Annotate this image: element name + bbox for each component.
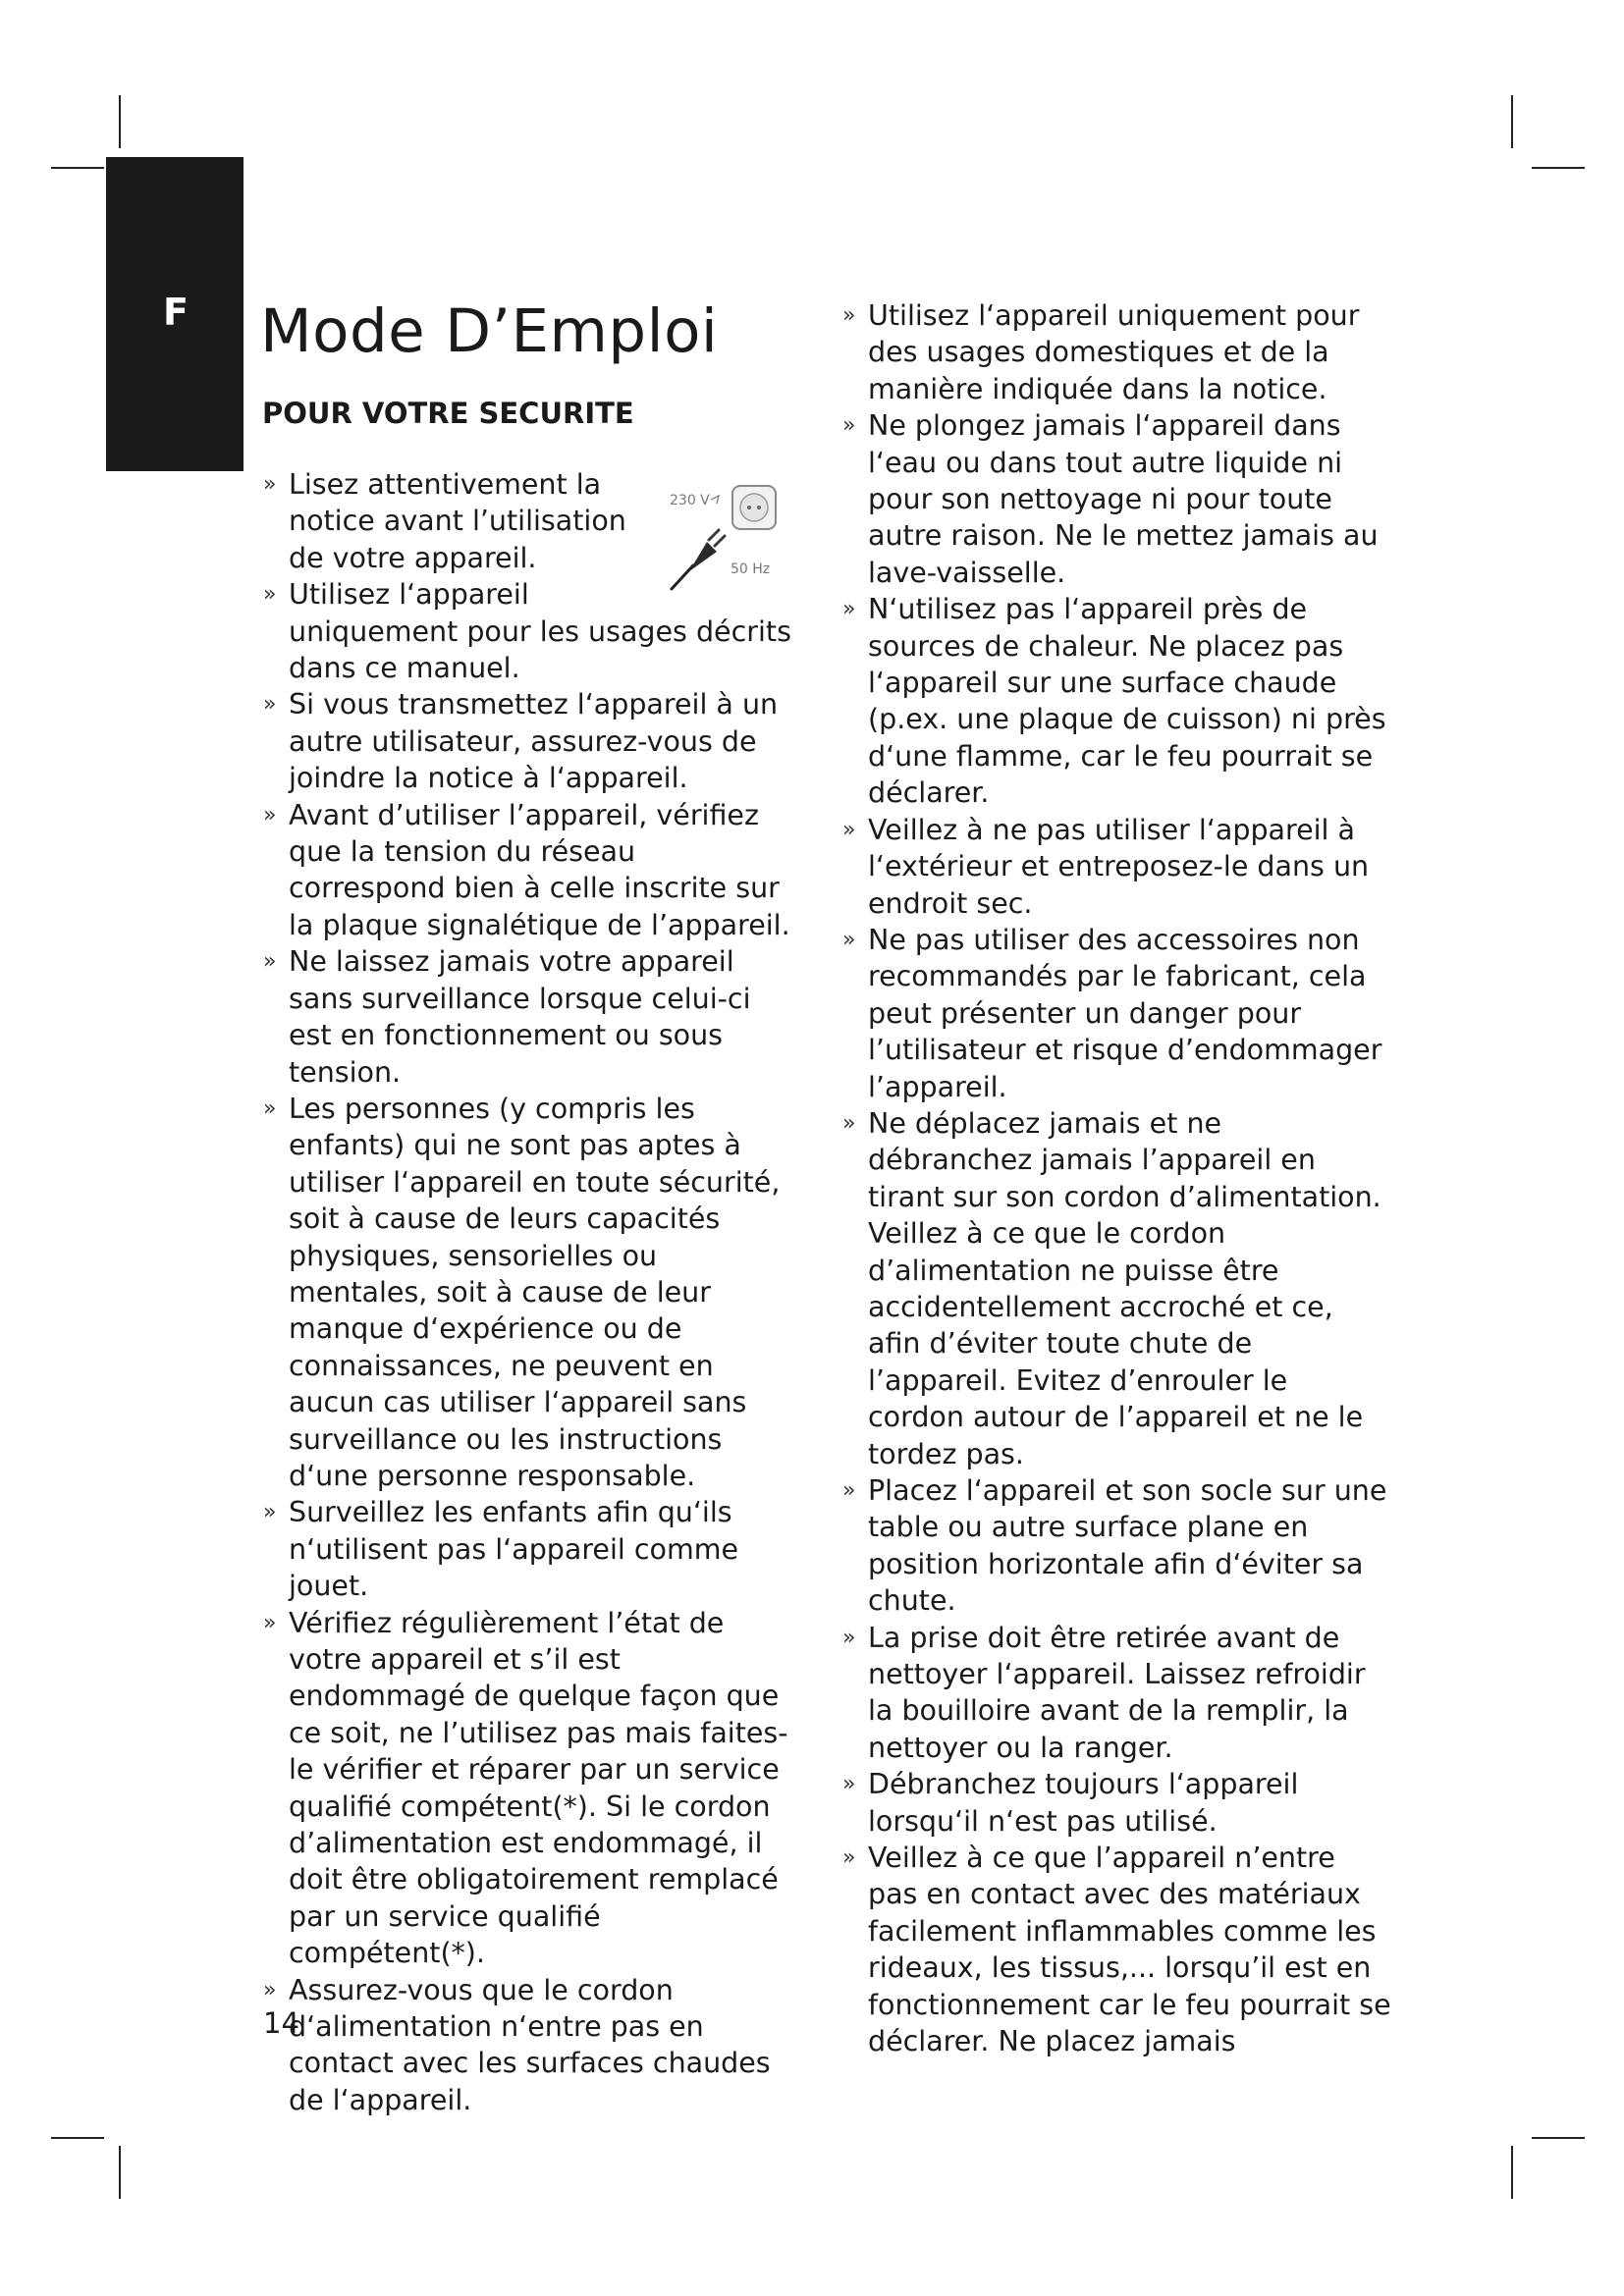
safety-item: [842, 922, 1392, 1105]
safety-item: [263, 1091, 793, 1494]
safety-item: [263, 1972, 793, 2119]
left-column: [263, 466, 793, 2118]
safety-item: [842, 812, 1392, 922]
bullet-marker: »: [842, 1845, 856, 1871]
section-heading: POUR VOTRE SECURITE: [262, 397, 634, 430]
item-text: Ne plongez jamais l‘appareil dans l‘eau ou dans tout autre liquide ni pour son nettoyage ni pour toute autre raison. Ne le mettez jamais au lave-vaisselle.: [868, 409, 1379, 589]
item-text: Ne pas utiliser des accessoires non recommandés par le fabricant, cela peut présenter un danger pour l’utilisateur et risque d’endommager l’appareil.: [868, 923, 1382, 1103]
bullet-marker: »: [263, 1610, 277, 1635]
safety-item: [263, 466, 793, 576]
bullet-marker: »: [263, 1095, 277, 1121]
item-text: Lisez attentivement la notice avant l’utilisation de votre appareil.: [289, 468, 626, 574]
crop-mark-bottom-right-horizontal: [1532, 2137, 1585, 2139]
safety-item: [842, 1766, 1392, 1840]
bullet-marker: »: [842, 597, 856, 622]
bullet-marker: »: [842, 303, 856, 328]
item-text: Ne déplacez jamais et ne débranchez jamais l’appareil en tirant sur son cordon d’alimentation. Veillez à ce que le cordon d’alimentation ne puisse être accidentellement accroché et ce, afin d’éviter toute chute de l’appareil. Evitez d’enrouler le cordon autour de l’appareil et ne le tordez pas.: [868, 1106, 1381, 1470]
item-text: Placez l‘appareil et son socle sur une table ou autre surface plane en position horizontale afin d‘éviter sa chute.: [868, 1474, 1387, 1618]
bullet-marker: »: [263, 472, 277, 497]
safety-item: [263, 576, 793, 686]
page-number: 14: [263, 2006, 299, 2040]
safety-item: [263, 1494, 793, 1604]
item-text: Assurez-vous que le cordon d‘alimentation n‘entre pas en contact avec les surfaces chaudes de l‘appareil.: [289, 1973, 771, 2116]
item-text: Vérifiez régulièrement l’état de votre appareil et s’il est endommagé de quelque façon que ce soit, ne l’utilisez pas mais faites-le vérifier et réparer par un service qualifié compétent(*). Si le cordon d’alimentation est endommagé, il doit être obligatoirement remplacé par un service qualifié compétent(*).: [289, 1606, 788, 1970]
bullet-marker: »: [263, 802, 277, 828]
item-text: Veillez à ce que l’appareil n’entre pas en contact avec des matériaux facilement inflammables comme les rideaux, les tissus,... lorsqu’il est en fonctionnement car le feu pourrait se déclarer. Ne placez jamais: [868, 1842, 1391, 2058]
item-text: Ne laissez jamais votre appareil sans surveillance lorsque celui-ci est en fonctionnement ou sous tension.: [289, 945, 751, 1089]
item-text: Utilisez l‘appareil uniquement pour les usages décrits dans ce manuel.: [289, 578, 791, 685]
bullet-marker: »: [263, 582, 277, 608]
item-text: La prise doit être retirée avant de nettoyer l‘appareil. Laissez refroidir la bouilloire avant de la remplir, la nettoyer ou la ranger.: [868, 1621, 1366, 1764]
bullet-marker: »: [842, 1478, 856, 1503]
bullet-marker: »: [263, 1500, 277, 1525]
page-title: Mode D’Emploi: [260, 296, 719, 366]
crop-mark-bottom-right-vertical: [1511, 2146, 1513, 2199]
safety-item: [263, 686, 793, 796]
voltage-label: 230 V: [670, 493, 710, 508]
bullet-marker: »: [842, 1772, 856, 1797]
crop-mark-top-right-horizontal: [1532, 167, 1585, 169]
item-text: Si vous transmettez l‘appareil à un autre utilisateur, assurez-vous de joindre la notice à l‘appareil.: [289, 688, 779, 795]
item-text: Débranchez toujours l‘appareil lorsqu‘il n‘est pas utilisé.: [868, 1768, 1299, 1838]
crop-mark-bottom-left-vertical: [119, 2146, 121, 2199]
item-text: Avant d’utiliser l’appareil, vérifiez que la tension du réseau correspond bien à celle inscrite sur la plaque signalétique de l’appareil.: [289, 798, 790, 941]
right-column: [842, 297, 1392, 2060]
safety-item: [263, 943, 793, 1091]
safety-item: [842, 1472, 1392, 1620]
crop-mark-top-right-vertical: [1511, 95, 1513, 148]
safety-item: [842, 1840, 1392, 2059]
item-text: N‘utilisez pas l‘appareil près de sources de chaleur. Ne placez pas l‘appareil sur une surface chaude (p.ex. une plaque de cuisson) ni près d‘une flamme, car le feu pourrait se déclarer.: [868, 593, 1386, 810]
item-text: Veillez à ne pas utiliser l‘appareil à l‘extérieur et entreposez-le dans un endroit sec.: [868, 813, 1370, 920]
safety-item: [842, 297, 1392, 407]
bullet-marker: »: [842, 1625, 856, 1650]
bullet-marker: »: [263, 692, 277, 718]
item-text: Surveillez les enfants afin qu‘ils n‘utilisent pas l‘appareil comme jouet.: [289, 1496, 739, 1603]
bullet-marker: »: [263, 1977, 277, 2002]
safety-item: [263, 1605, 793, 1972]
bullet-marker: »: [263, 949, 277, 975]
bullet-marker: »: [842, 927, 856, 952]
bullet-marker: »: [842, 817, 856, 842]
language-tab-letter: F: [163, 291, 189, 334]
safety-item: [263, 797, 793, 944]
item-text: Utilisez l‘appareil uniquement pour des usages domestiques et de la manière indiquée dans la notice.: [868, 299, 1360, 405]
safety-item: [842, 591, 1392, 811]
safety-item: [842, 1620, 1392, 1767]
safety-item: [842, 1105, 1392, 1472]
bullet-marker: »: [842, 1110, 856, 1136]
crop-mark-top-left-vertical: [119, 95, 121, 148]
safety-item: [842, 407, 1392, 591]
frequency-label: 50 Hz: [731, 561, 771, 577]
crop-mark-top-left-horizontal: [51, 167, 104, 169]
crop-mark-bottom-left-horizontal: [51, 2137, 104, 2139]
bullet-marker: »: [842, 413, 856, 439]
item-text: Les personnes (y compris les enfants) qui ne sont pas aptes à utiliser l‘appareil en toute sécurité, soit à cause de leurs capacités physiques, sensorielles ou mentales, soit à cause de leur manque d‘expérience ou de connaissances, ne peuvent en aucun cas utiliser l‘appareil sans surveillance ou les instructions d‘une personne responsable.: [289, 1092, 781, 1492]
